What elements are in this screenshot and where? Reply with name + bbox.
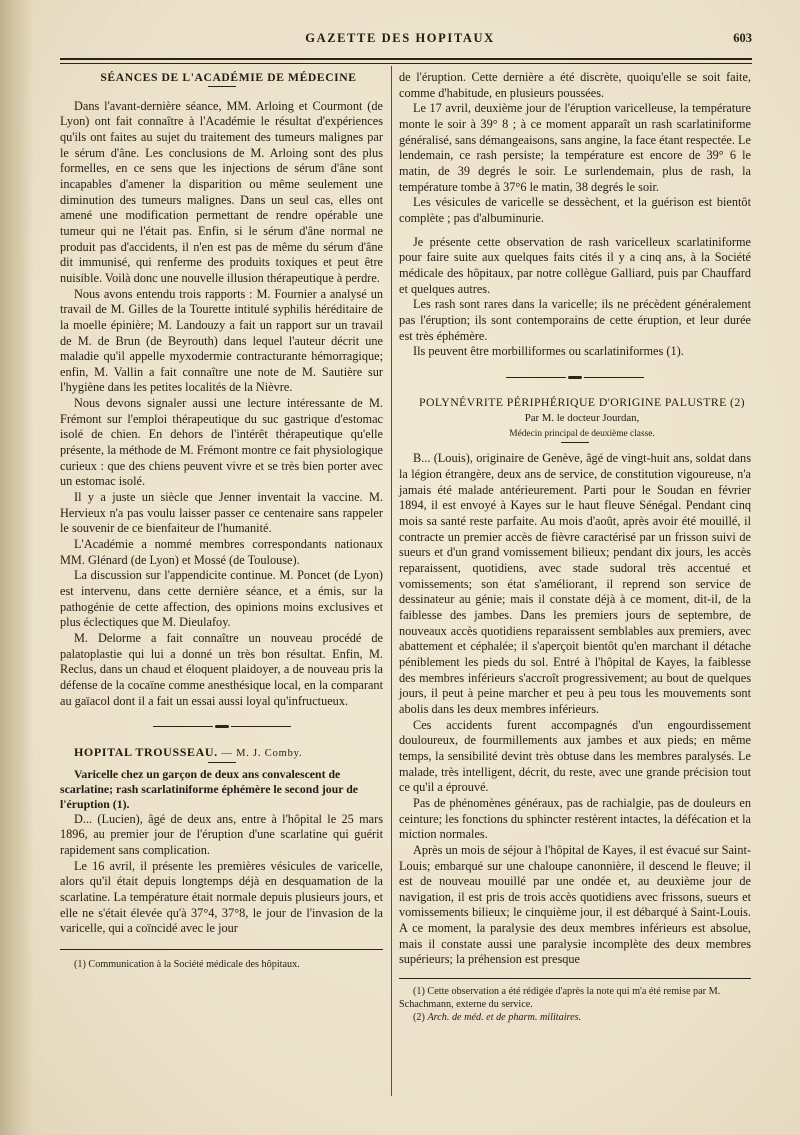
header-rule-thin xyxy=(60,63,752,64)
page-binding-shadow xyxy=(0,0,34,1135)
paragraph: Nous devons signaler aussi une lecture intéressante de M. Frémont sur l'emploi thérapeutique du suc gastrique d'estomac isolé de chien. En dehors de l'intérêt thérapeutique qu'elle présente, la méthode de M. Frémont montre ce fait physiologique curieux : que des chiens peuvent vivre et se très bien porter avec un estomac isolé. xyxy=(60,396,383,489)
section-title-academie: SÉANCES DE L'ACADÉMIE DE MÉDECINE xyxy=(100,71,357,84)
paragraph: L'Académie a nommé membres correspondants nationaux MM. Glénard (de Lyon) et Mossé (de Toulouse). xyxy=(60,537,383,567)
hopital-heading xyxy=(60,745,383,762)
section-rule xyxy=(208,86,236,87)
footnote-rule xyxy=(399,978,751,979)
footnote-rule xyxy=(60,949,383,950)
section-rule xyxy=(208,762,236,763)
paragraph: La discussion sur l'appendicite continue. M. Poncet (de Lyon) est intervenu, dans cette dernière séance, et a émis, sur la pathogénie de cette affection, des opinions moins exclusives et plus éclectiques que M. Dieulafoy. xyxy=(60,568,383,630)
paragraph: Les rash sont rares dans la varicelle; ils ne précèdent généralement pas l'éruption; ils sont contemporains de cette éruption, et leur durée est très éphémère. xyxy=(399,297,751,343)
section-rule xyxy=(561,442,589,443)
paragraph: Après un mois de séjour à l'hôpital de Kayes, il est évacué sur Saint-Louis; embarqué sur une chaloupe canonnière, il descend le fleuve; il est de nouveau mouillé par une ondée et, au deuxième jour de navigation, il est pris de trois accès quotidiens avec frissons, sueurs et vomissements bilieux; le cinquième jour, il est débarqué à Saint-Louis. A ce moment, la paralysie des deux membres inférieurs est absolue, mais il constate aussi une paralysie incomplète des deux membres supérieurs; la préhension est presque xyxy=(399,842,751,967)
section-separator xyxy=(60,719,383,735)
journal-title: GAZETTE DES HOPITAUX xyxy=(305,31,495,45)
footnote: (1) Cette observation a été rédigée d'après la note qui m'a été remise par M. Schachmann, externe du service. xyxy=(399,986,721,1011)
footnote xyxy=(399,1011,751,1024)
running-header xyxy=(0,31,800,51)
spacer xyxy=(399,227,751,235)
hopital-author: — M. J. Comby. xyxy=(221,747,303,759)
paragraph: M. Delorme a fait connaître un nouveau procédé de palatoplastie qui lui a donné un très bon résultat. Enfin, M. Reclus, dans un chaud et éloquent plaidoyer, a de nouveau pris la défense de la cocaïne comme anesthésique local, en la comparant au gaïacol dont il a fait un essai aussi loyal qu'infructueux. xyxy=(60,630,383,708)
paragraph: B... (Louis), originaire de Genève, âgé de vingt-huit ans, soldat dans la légion étrangère, deux ans de service, de constitution vigoureuse, n'a jamais été malade antérieurement. Parti pour le Soudan en février 1894, il est envoyé à Kayes sur le haut fleuve Sénégal. Pendant cinq mois sa santé reste parfaite. Au mois d'août, après avoir été mouillé, il contracte un premier accès de fièvre caractérisé par un frisson suivi de sueurs et d'un grand vomissement bilieux; pendant dix jours, les accès reparaissent, quotidiens, avec stade sudoral très accentué et vomissements; son état s'améliorant, il reprend son service de dessinateur au génie; mais il constate déjà à ce moment, dit-il, de la faiblesse des jambes. Dans les premiers jours de septembre, de nouveaux accès quotidiens reparaissent semblables aux premiers, avec abattement et céphalée; il s'aperçoit bientôt qu'en marchant il détache péniblement les pieds du sol. Entré à l'hôpital de Kayes, la faiblesse des membres inférieurs s'accroît progressivement; au bout de quelques jours, il peut à peine marcher et peu à peu tous les mouvements sont abolis dans les deux membres inférieurs. xyxy=(399,451,751,716)
paragraph: Les vésicules de varicelle se dessèchent, et la guérison est bientôt complète ; pas d'albuminurie. xyxy=(399,195,751,225)
paragraph: Je présente cette observation de rash varicelleux scarlatiniforme pour faire suite aux quelques faits cités il y a cinq ans, à la Société médicale des hôpitaux, par notre collègue Galliard, puis par Chauffard et quelques autres. xyxy=(399,234,751,296)
paragraph: Ces accidents furent accompagnés d'un engourdissement douloureux, de fourmillements aux jambes et aux pieds; en même temps, la sensibilité devint très obtuse dans les membres paralysés. Le malade, très intelligent, décrit, du reste, avec une grande précision tout ce qu'il a éprouvé. xyxy=(399,717,751,795)
footnote-citation: Arch. de méd. et de pharm. militaires. xyxy=(427,1012,582,1024)
page-number: 603 xyxy=(733,31,752,45)
left-column xyxy=(60,70,383,971)
author-byline: Par M. le docteur Jourdan, xyxy=(524,412,640,425)
polynevrite-title: POLYNÉVRITE PÉRIPHÉRIQUE D'ORIGINE PALUSTRE (2) xyxy=(418,395,746,410)
paragraph: D... (Lucien), âgé de deux ans, entre à l'hôpital le 25 mars 1896, au premier jour de l'éruption d'une scarlatine qui guérit rapidement sans complication. xyxy=(60,811,383,857)
footnote-marker: (2) xyxy=(413,1012,425,1024)
column-divider xyxy=(391,66,392,1096)
paragraph: Pas de phénomènes généraux, pas de rachialgie, pas de douleurs en ceinture; les fonctions du sphincter restèrent intactes, la défécation et la miction normales. xyxy=(399,795,751,842)
paragraph: Il y a juste un siècle que Jenner inventait la vaccine. M. Hervieux n'a pas voulu laisser passer ce centenaire sans rappeler le souvenir de ce bienfaiteur de l'humanité. xyxy=(60,490,383,536)
paragraph: Le 16 avril, il présente les premières vésicules de varicelle, alors qu'il était depuis longtemps déjà en desquamation de la scarlatine. La température était normale depuis plusieurs jours, et elle ne s'était élevée qu'à 37°4, 37°8, le jour de l'invasion de la varicelle, qui a coïncidé avec le jour xyxy=(60,858,383,936)
footnote: (1) Communication à la Société médicale des hôpitaux. xyxy=(74,958,300,970)
hopital-title: HOPITAL TROUSSEAU. xyxy=(74,744,218,759)
paragraph: Ils peuvent être morbilliformes ou scarlatiniformes (1). xyxy=(413,344,684,359)
case-title: Varicelle chez un garçon de deux ans convalescent de scarlatine; rash scarlatiniforme éphémère le second jour de l'éruption (1). xyxy=(60,766,359,811)
paragraph: de l'éruption. Cette dernière a été discrète, quoiqu'elle se soit faite, comme d'habitude, en plusieurs poussées. xyxy=(399,70,751,100)
header-rule-thick xyxy=(60,58,752,60)
right-column xyxy=(399,70,751,1024)
paragraph: Dans l'avant-dernière séance, MM. Arloing et Courmont (de Lyon) ont fait connaître à l'Académie le résultat d'expériences qu'ils ont faites au sujet du traitement des tumeurs malignes par le sérum d'âne. Les conclusions de M. Arloing sont des plus formelles, en ce sens que les injections de sérum d'âne sont incapables d'amener la disparition ou même seulement une diminution des tumeurs malignes. Dans un seul cas, elles ont amené une modification permettant de rendre opérable une tumeur qui ne l'était pas. Enfin, si le sérum d'âne normal ne produit pas d'accidents, il n'en est pas de même du sérum d'âne dit immunisé, qui renferme des produits toxiques et peut être nuisible. Voilà donc une nouvelle illusion thérapeutique à perdre. xyxy=(60,98,383,285)
paragraph: Nous avons entendu trois rapports : M. Fournier a analysé un travail de M. Gilles de la Tourette intitulé syphilis héréditaire de la moelle épinière; M. Landouzy a fait un rapport sur un travail de M. de Brun (de Beyrouth) dans lequel l'auteur décrit une maladie qu'il appelle myxodermie contracturante hémorragique; enfin, M. Vallin a fait connaître une note de M. Sautière sur l'hygiène dans les petites localités de la Nièvre. xyxy=(60,286,383,395)
section-separator xyxy=(399,370,751,386)
author-rank: Médecin principal de deuxième classe. xyxy=(509,428,655,439)
paragraph: Le 17 avril, deuxième jour de l'éruption varicelleuse, la température monte le soir à 39° 8 ; à ce moment apparaît un rash scarlatiniforme généralisé, sans démangeaisons, sans angine, la face étant respectée. Le lendemain, ce rash persiste; la température est encore de 39° 6 le matin, de 39 degrés le soir. Le surlendemain, plus de rash, la température tombe à 37°6 le matin, 38 degrés le soir. xyxy=(399,101,752,194)
